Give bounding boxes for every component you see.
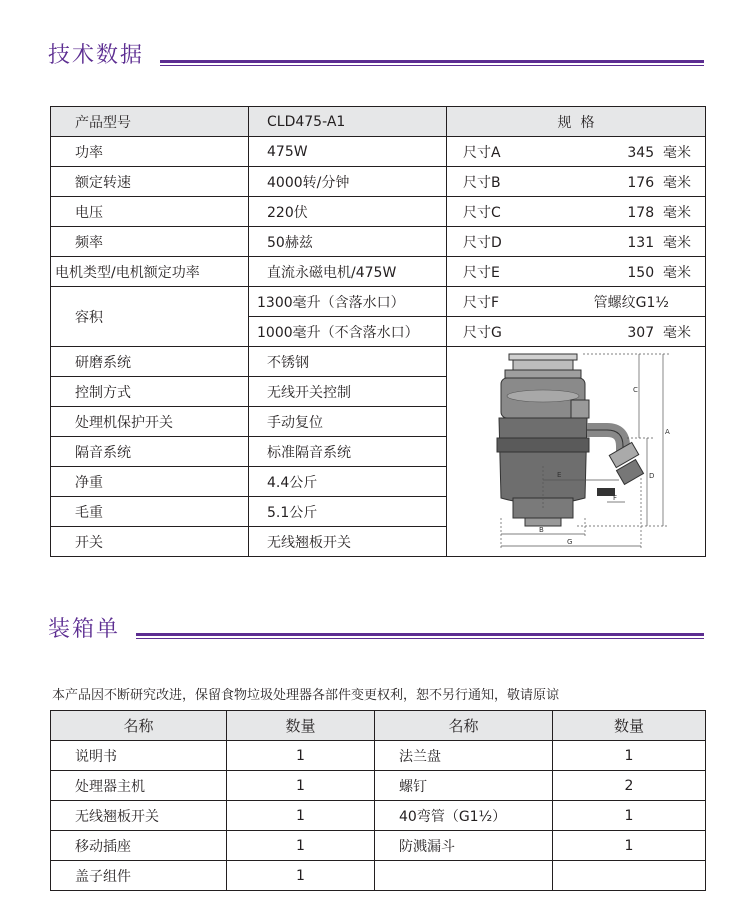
item-name: 法兰盘 <box>375 741 553 771</box>
spec-value: 131 毫米 <box>627 234 691 251</box>
spec-cell <box>447 287 706 317</box>
dim-label-b: B <box>539 525 544 534</box>
item-qty: 1 <box>227 741 375 771</box>
spec-name: 尺寸D <box>463 234 502 251</box>
item-name: 防溅漏斗 <box>375 831 553 861</box>
row-label: 处理机保护开关 <box>51 407 249 437</box>
table-row <box>51 861 706 891</box>
row-label: 研磨系统 <box>51 347 249 377</box>
capacity-label: 容积 <box>51 287 249 347</box>
table-row <box>51 197 706 227</box>
dim-label-g: G <box>567 537 573 546</box>
table-row <box>51 801 706 831</box>
dim-label-e: E <box>557 470 562 479</box>
spec-value: 307 毫米 <box>627 324 691 341</box>
row-value: 50赫兹 <box>249 227 447 257</box>
capacity-value-1: 1300毫升（含落水口） <box>249 287 447 317</box>
item-name: 无线翘板开关 <box>51 801 227 831</box>
item-qty: 1 <box>227 831 375 861</box>
spec-name: 尺寸G <box>463 324 502 341</box>
spec-name: 尺寸C <box>463 204 501 221</box>
table-row <box>51 741 706 771</box>
item-name: 螺钉 <box>375 771 553 801</box>
row-label: 电机类型/电机额定功率 <box>51 257 249 287</box>
row-label: 控制方式 <box>51 377 249 407</box>
packing-note: 本产品因不断研究改进，保留食物垃圾处理器各部件变更权利，恕不另行通知，敬请原谅 <box>52 688 560 703</box>
dim-label-a: A <box>665 427 670 436</box>
item-qty <box>553 861 706 891</box>
item-qty: 1 <box>553 741 706 771</box>
table-row <box>51 167 706 197</box>
row-label: 毛重 <box>51 497 249 527</box>
tech-spec-table <box>50 106 706 557</box>
spec-cell <box>447 137 706 167</box>
table-row <box>51 831 706 861</box>
row-label: 开关 <box>51 527 249 557</box>
spec-value: 150 毫米 <box>627 264 691 281</box>
spec-cell <box>447 227 706 257</box>
table-row <box>51 257 706 287</box>
header-qty: 数量 <box>227 711 375 741</box>
table-row <box>51 287 706 317</box>
row-value: 无线开关控制 <box>249 377 447 407</box>
tech-header-row <box>51 107 706 137</box>
table-row <box>51 771 706 801</box>
capacity-value-2: 1000毫升（不含落水口） <box>249 317 447 347</box>
row-value: 不锈钢 <box>249 347 447 377</box>
row-label: 净重 <box>51 467 249 497</box>
row-label: 频率 <box>51 227 249 257</box>
disposer-diagram <box>447 348 705 556</box>
dim-label-f: F <box>613 493 618 502</box>
table-row <box>51 347 706 377</box>
model-value: CLD475-A1 <box>249 107 447 137</box>
dim-label-d: D <box>649 471 655 480</box>
spec-name: 尺寸A <box>463 144 501 161</box>
spec-header: 规 格 <box>447 107 706 137</box>
spec-value: 345 毫米 <box>627 144 691 161</box>
spec-cell <box>447 257 706 287</box>
spec-cell <box>447 317 706 347</box>
tech-title-rule <box>160 60 704 63</box>
item-qty: 1 <box>553 801 706 831</box>
item-name: 说明书 <box>51 741 227 771</box>
spec-name: 尺寸F <box>463 294 500 311</box>
spec-value: 176 毫米 <box>627 174 691 191</box>
row-label: 隔音系统 <box>51 437 249 467</box>
row-value: 220伏 <box>249 197 447 227</box>
item-qty: 2 <box>553 771 706 801</box>
item-name: 盖子组件 <box>51 861 227 891</box>
header-name: 名称 <box>375 711 553 741</box>
spec-value: 管螺纹G1½ <box>593 294 669 311</box>
row-label: 电压 <box>51 197 249 227</box>
dim-label-c: C <box>633 385 638 394</box>
tech-section-title: 技术数据 <box>48 43 145 68</box>
row-label: 额定转速 <box>51 167 249 197</box>
row-label: 功率 <box>51 137 249 167</box>
model-label: 产品型号 <box>51 107 249 137</box>
item-name: 移动插座 <box>51 831 227 861</box>
header-name: 名称 <box>51 711 227 741</box>
spec-name: 尺寸E <box>463 264 500 281</box>
row-value: 475W <box>249 137 447 167</box>
row-value: 4.4公斤 <box>249 467 447 497</box>
item-qty: 1 <box>227 771 375 801</box>
item-qty: 1 <box>553 831 706 861</box>
table-row <box>51 227 706 257</box>
packing-table <box>50 710 706 891</box>
spec-value: 178 毫米 <box>627 204 691 221</box>
item-name: 处理器主机 <box>51 771 227 801</box>
item-qty: 1 <box>227 861 375 891</box>
packing-title-rule <box>136 633 704 636</box>
dimension-diagram <box>447 347 706 557</box>
table-row <box>51 137 706 167</box>
row-value: 直流永磁电机/475W <box>249 257 447 287</box>
spec-cell <box>447 197 706 227</box>
header-qty: 数量 <box>553 711 706 741</box>
spec-cell <box>447 167 706 197</box>
item-qty: 1 <box>227 801 375 831</box>
row-value: 手动复位 <box>249 407 447 437</box>
row-value: 标准隔音系统 <box>249 437 447 467</box>
spec-name: 尺寸B <box>463 174 501 191</box>
row-value: 无线翘板开关 <box>249 527 447 557</box>
packing-header-row <box>51 711 706 741</box>
packing-section-title: 装箱单 <box>48 617 121 642</box>
item-name: 40弯管（G1½） <box>375 801 553 831</box>
row-value: 4000转/分钟 <box>249 167 447 197</box>
item-name <box>375 861 553 891</box>
row-value: 5.1公斤 <box>249 497 447 527</box>
